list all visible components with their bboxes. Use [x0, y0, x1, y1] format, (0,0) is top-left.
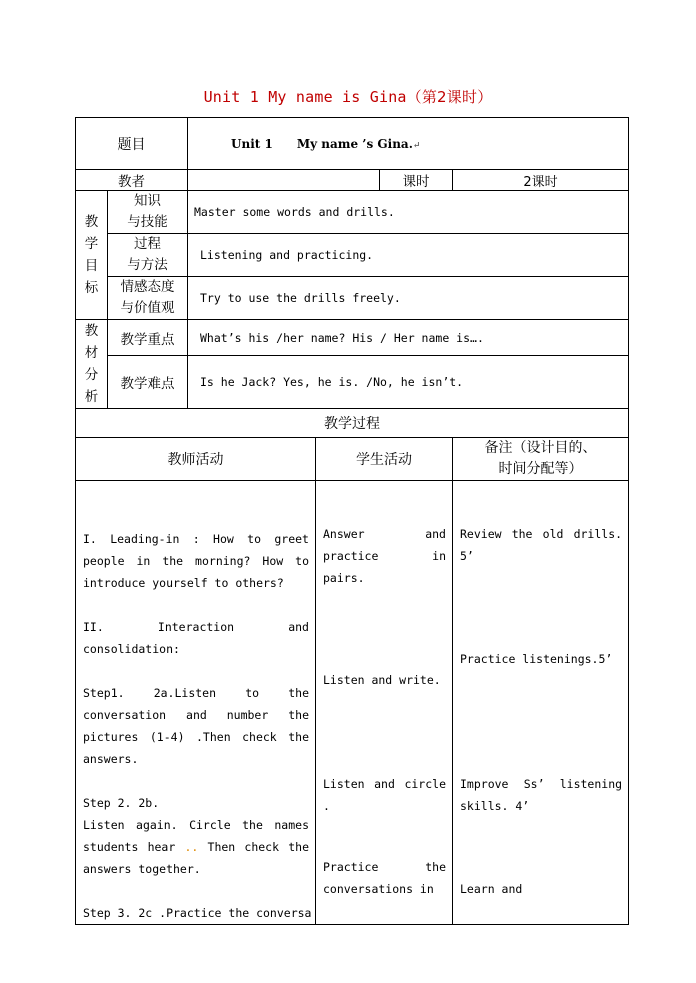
note-2: Practice listenings.5’ [460, 652, 613, 666]
step-2-body: Listen again. Circle the names students hear .. Then check the answers together. [83, 818, 309, 876]
objective-row [76, 234, 629, 277]
note-3: Improve Ss’ listening skills. 4’ [460, 777, 623, 813]
note-4: Learn and [460, 882, 523, 896]
teacher-label: 教者 [76, 170, 188, 191]
step-2-title: Step 2. 2b. [83, 796, 160, 810]
step-1: Step1. 2a.Listen to the conversation and number the pictures (1-4) .Then check the answers. [83, 686, 309, 766]
teacher-value [188, 170, 380, 191]
teacher-activity-header: 教师活动 [76, 438, 316, 481]
student-step-4: Practice the conversations in [323, 860, 446, 896]
title-main: Unit 1 My name is Gina [203, 88, 407, 106]
objective-content: Listening and practicing. [188, 234, 629, 277]
topic-row [76, 118, 629, 170]
analysis-label: 教学重点 [108, 320, 188, 356]
orange-dots: .. [184, 840, 199, 854]
notes-cell [453, 481, 629, 925]
teacher-activity-cell [76, 481, 316, 925]
process-title-row [76, 409, 629, 438]
objective-content: Try to use the drills freely. [188, 277, 629, 320]
analysis-label: 教学难点 [108, 356, 188, 409]
process-header-row [76, 438, 629, 481]
student-activity-cell [316, 481, 453, 925]
objective-row [76, 191, 629, 234]
step-interaction: II. Interaction and consolidation: [83, 620, 309, 656]
period-value: 2课时 [453, 170, 629, 191]
title-period: （第2课时） [406, 88, 493, 106]
topic-unit: Unit 1 [231, 136, 273, 151]
teacher-row [76, 170, 629, 191]
lesson-plan-table [75, 117, 629, 925]
objective-label: 知识 与技能 [108, 191, 188, 234]
objective-row [76, 277, 629, 320]
document-title [0, 86, 696, 107]
objective-label: 情感态度 与价值观 [108, 277, 188, 320]
analysis-content: Is he Jack? Yes, he is. /No, he isn’t. [188, 356, 629, 409]
step-leading-in: I. Leading-in : How to greet people in the morning? How to introduce yourself to others? [83, 532, 309, 590]
objective-content: Master some words and drills. [188, 191, 629, 234]
topic-value [188, 118, 629, 170]
period-label: 课时 [380, 170, 453, 191]
student-activity-header: 学生活动 [316, 438, 453, 481]
analysis-group-label: 教 材 分 析 [76, 320, 108, 409]
student-step-2: Listen and write. [323, 673, 441, 687]
objectives-group-label: 教 学 目 标 [76, 191, 108, 320]
student-step-3: Listen and circle . [323, 777, 446, 813]
analysis-row [76, 320, 629, 356]
analysis-row [76, 356, 629, 409]
topic-text: My name ’s Gina. [296, 136, 413, 151]
process-section-title: 教学过程 [76, 409, 629, 438]
topic-label: 题目 [76, 118, 188, 170]
return-mark: ↵ [412, 140, 421, 151]
step-3: Step 3. 2c .Practice the conversa [83, 906, 312, 920]
analysis-content: What’s his /her name? His / Her name is…. [188, 320, 629, 356]
student-step-1: Answer and practice in pairs. [323, 527, 446, 585]
notes-header: 备注（设计目的、 时间分配等） [453, 438, 629, 481]
note-1: Review the old drills. 5’ [460, 527, 623, 563]
process-body-row [76, 481, 629, 925]
objective-label: 过程 与方法 [108, 234, 188, 277]
